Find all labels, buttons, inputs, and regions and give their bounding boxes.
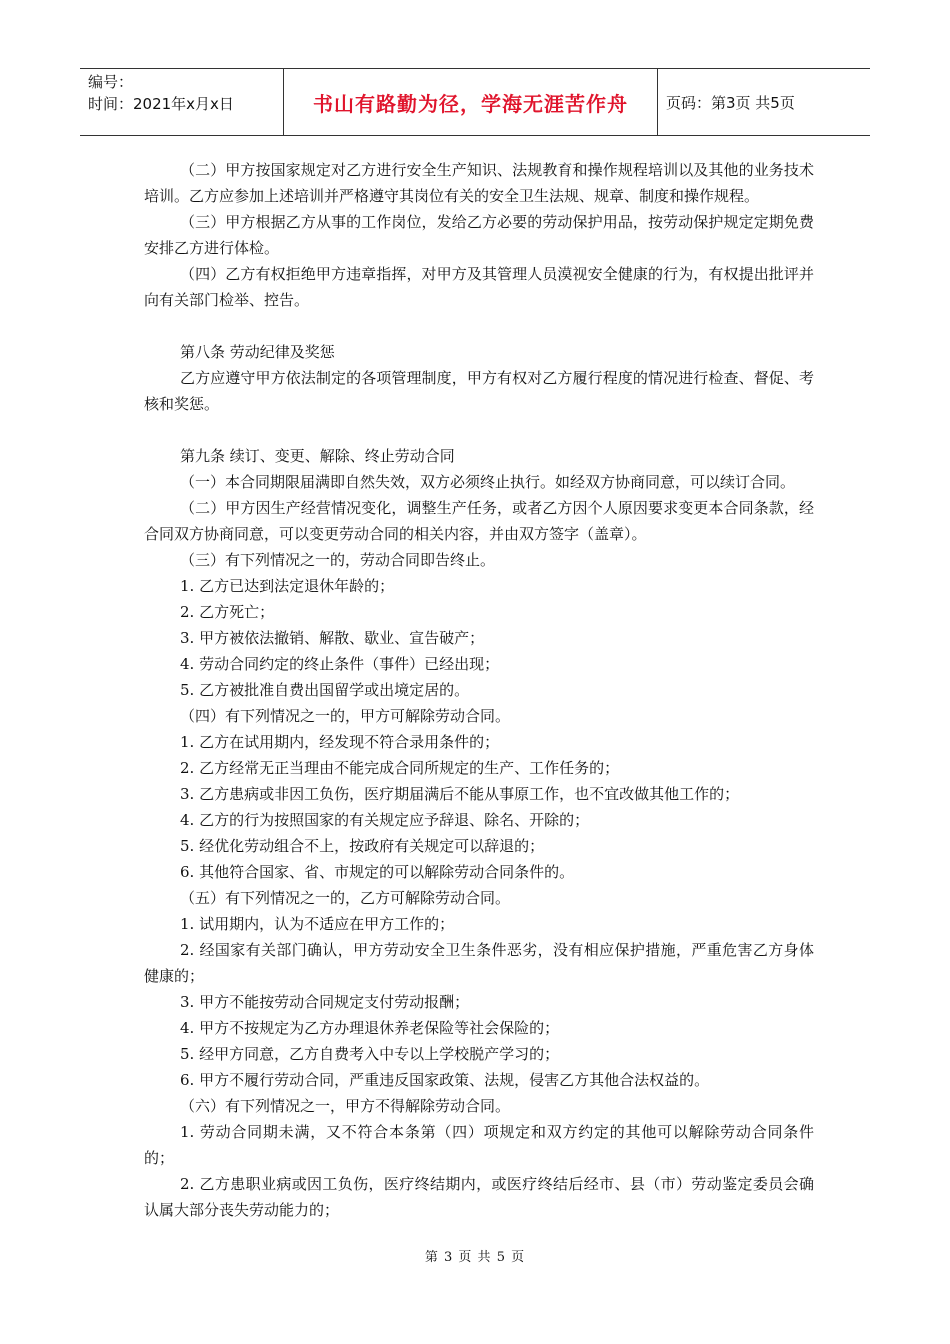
list-item: 6. 甲方不履行劳动合同，严重违反国家政策、法规，侵害乙方其他合法权益的。	[180, 1071, 710, 1089]
document-time: 时间：2021年x月x日	[88, 95, 234, 113]
list-item: 2. 经国家有关部门确认，甲方劳动安全卫生条件恶劣，没有相应保护措施，严重危害乙方身体健康的；	[144, 941, 814, 985]
list-item: 3. 甲方不能按劳动合同规定支付劳动报酬；	[180, 993, 470, 1011]
list-item: 2. 乙方经常无正当理由不能完成合同所规定的生产、工作任务的；	[180, 759, 620, 777]
list-item: 5. 乙方被批准自费出国留学或出境定居的。	[180, 681, 470, 699]
list-item: 3. 乙方患病或非因工负伤，医疗期届满后不能从事原工作，也不宜改做其他工作的；	[180, 785, 740, 803]
section-heading: 第八条 劳动纪律及奖惩	[180, 343, 335, 361]
list-item: 1. 劳动合同期未满，又不符合本条第（四）项规定和双方约定的其他可以解除劳动合同条件的；	[144, 1123, 814, 1167]
paragraph: （二）甲方因生产经营情况变化，调整生产任务，或者乙方因个人原因要求变更本合同条款，经合同双方协商同意，可以变更劳动合同的相关内容，并由双方签字（盖章）。	[144, 499, 814, 543]
list-item: 1. 试用期内，认为不适应在甲方工作的；	[180, 915, 455, 933]
document-number: 编号：	[88, 73, 134, 91]
list-item: 3. 甲方被依法撤销、解散、歇业、宣告破产；	[180, 629, 485, 647]
blank-line	[144, 417, 814, 443]
paragraph: （一）本合同期限届满即自然失效，双方必须终止执行。如经双方协商同意，可以续订合同。	[180, 473, 796, 491]
page-header	[80, 68, 870, 136]
list-item: 5. 经甲方同意，乙方自费考入中专以上学校脱产学习的；	[180, 1045, 560, 1063]
paragraph: （三）有下列情况之一的，劳动合同即告终止。	[180, 551, 496, 569]
list-item: 4. 甲方不按规定为乙方办理退休养老保险等社会保险的；	[180, 1019, 560, 1037]
list-item: 4. 劳动合同约定的终止条件（事件）已经出现；	[180, 655, 500, 673]
section-heading: 第九条 续订、变更、解除、终止劳动合同	[180, 447, 455, 465]
list-item: 1. 乙方已达到法定退休年龄的；	[180, 577, 395, 595]
header-motto: 书山有路勤为径，学海无涯苦作舟	[284, 69, 658, 135]
list-item: 5. 经优化劳动组合不上，按政府有关规定可以辞退的；	[180, 837, 545, 855]
header-page-number: 页码：第3页 共5页	[666, 93, 795, 112]
paragraph: （六）有下列情况之一，甲方不得解除劳动合同。	[180, 1097, 511, 1115]
paragraph: 乙方应遵守甲方依法制定的各项管理制度，甲方有权对乙方履行程度的情况进行检查、督促、考核和奖惩。	[144, 369, 814, 413]
paragraph: （二）甲方按国家规定对乙方进行安全生产知识、法规教育和操作规程培训以及其他的业务技术培训。乙方应参加上述培训并严格遵守其岗位有关的安全卫生法规、规章、制度和操作规程。	[144, 161, 814, 205]
paragraph: （五）有下列情况之一的，乙方可解除劳动合同。	[180, 889, 511, 907]
paragraph: （三）甲方根据乙方从事的工作岗位，发给乙方必要的劳动保护用品，按劳动保护规定定期免费安排乙方进行体检。	[144, 213, 814, 257]
list-item: 1. 乙方在试用期内，经发现不符合录用条件的；	[180, 733, 500, 751]
header-meta	[80, 69, 284, 135]
list-item: 2. 乙方死亡；	[180, 603, 275, 621]
paragraph: （四）乙方有权拒绝甲方违章指挥，对甲方及其管理人员漠视安全健康的行为，有权提出批评并向有关部门检举、控告。	[144, 265, 814, 309]
document-body	[144, 157, 814, 1223]
list-item: 4. 乙方的行为按照国家的有关规定应予辞退、除名、开除的；	[180, 811, 590, 829]
paragraph: （四）有下列情况之一的，甲方可解除劳动合同。	[180, 707, 511, 725]
page-footer: 第 3 页 共 5 页	[424, 1250, 526, 1265]
list-item: 2. 乙方患职业病或因工负伤，医疗终结期内，或医疗终结后经市、县（市）劳动鉴定委员会确认属大部分丧失劳动能力的；	[144, 1175, 814, 1219]
blank-line	[144, 313, 814, 339]
list-item: 6. 其他符合国家、省、市规定的可以解除劳动合同条件的。	[180, 863, 575, 881]
